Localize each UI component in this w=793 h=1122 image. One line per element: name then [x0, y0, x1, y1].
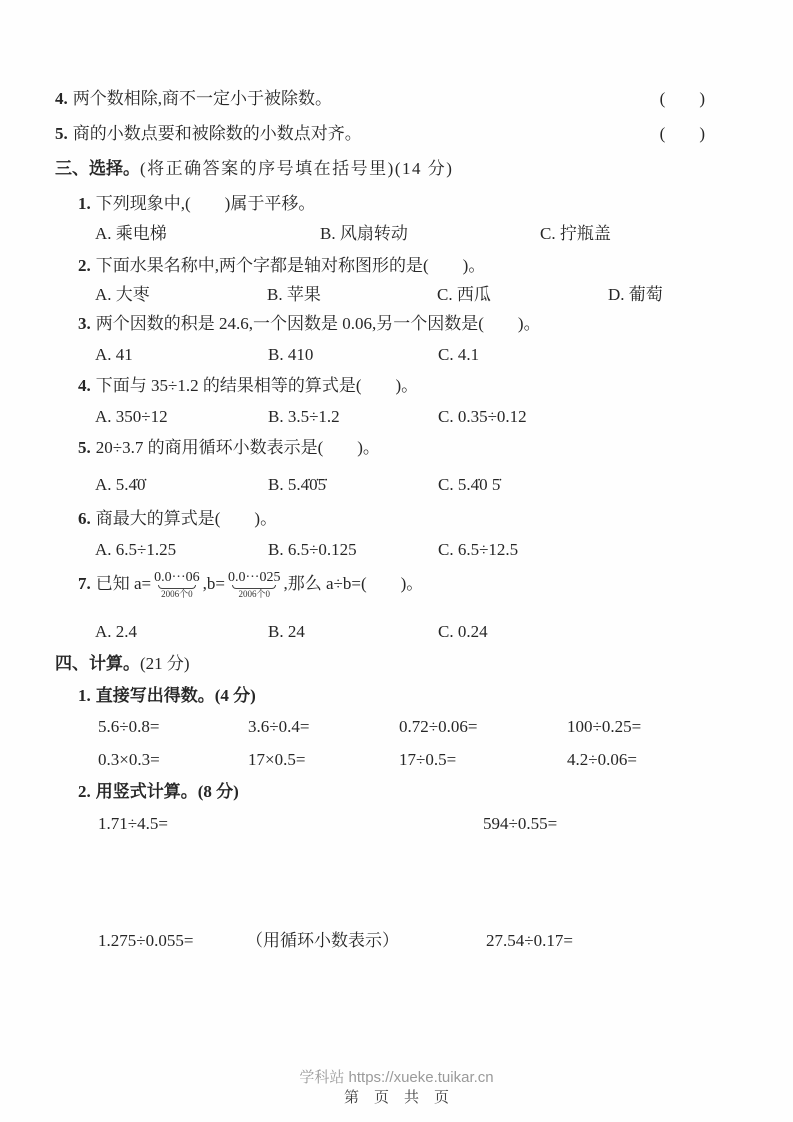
option-c: C. 拧瓶盖: [540, 224, 611, 243]
option-b: B. 24: [268, 622, 305, 641]
option-a: A. 350÷12: [95, 407, 168, 426]
vertical-calc-row-2: [98, 930, 573, 952]
question-number: 1.: [78, 194, 91, 213]
choice-q7-stem: 7. 已知 a= 0.0···06 2006个0 ,b= 0.0···025 2006个0 ,那么 a÷b=( )。: [78, 570, 424, 599]
option-c: C. 0.35÷0.12: [438, 407, 527, 426]
option-a: A. 6.5÷1.25: [95, 540, 177, 559]
choice-q3-options: [95, 344, 479, 366]
option-b: B. 410: [268, 345, 314, 364]
calc-expression: 27.54÷0.17=: [486, 931, 573, 950]
question-number: 2.: [78, 256, 91, 275]
option-c: C. 4.1: [438, 345, 480, 364]
choice-q4-options: [95, 406, 527, 428]
calc-note: （用循环小数表示）: [246, 931, 399, 950]
calc-expression: 17÷0.5=: [399, 750, 457, 769]
judge-item-4: [55, 88, 705, 110]
option-d: D. 葡萄: [608, 285, 663, 304]
calc-expression: 1.71÷4.5=: [98, 814, 168, 833]
choice-q4-stem: 4. 下面与 35÷1.2 的结果相等的算式是( )。: [78, 376, 419, 395]
choice-q6-options: [95, 539, 518, 561]
question-number: 5.: [78, 438, 91, 457]
option-a: A. 41: [95, 345, 133, 364]
calc-expression: 4.2÷0.06=: [567, 750, 637, 769]
calc-expression: 17×0.5=: [248, 750, 306, 769]
item-number: 4.: [55, 89, 68, 108]
item-number: 5.: [55, 124, 68, 143]
item-number: 2.: [78, 782, 91, 801]
answer-parentheses: ( ): [659, 89, 705, 108]
option-b: B. 5.4̇0̇5̇: [268, 475, 327, 494]
option-a: A. 大枣: [95, 285, 150, 304]
calc-expression: 594÷0.55=: [483, 814, 558, 833]
calc-expression: 0.3×0.3=: [98, 750, 160, 769]
judge-item-5: [55, 123, 705, 145]
footer-watermark: 学科站 https://xueke.tuikar.cn: [299, 1069, 494, 1086]
underbrace-number-a: 0.0···06 2006个0: [154, 570, 200, 599]
choice-q1-stem: 1. 下列现象中,( )属于平移。: [78, 194, 316, 213]
option-c: C. 0.24: [438, 622, 488, 641]
choice-q5-options: [95, 474, 500, 496]
answer-parentheses: ( ): [659, 124, 705, 143]
option-a: A. 乘电梯: [95, 224, 167, 243]
calc-expression: 100÷0.25=: [567, 717, 642, 736]
question-number: 4.: [78, 376, 91, 395]
option-c: C. 西瓜: [437, 285, 491, 304]
judge-item-text: 5. 商的小数点要和被除数的小数点对齐。: [55, 124, 362, 143]
option-b: B. 3.5÷1.2: [268, 407, 340, 426]
footer-page-indicator: 第 页 共 页: [343, 1090, 449, 1106]
mental-calc-row-2: [98, 749, 637, 771]
calc-expression: 1.275÷0.055=: [98, 931, 194, 950]
option-c: C. 5.4̇0 5̇: [438, 475, 501, 494]
option-a: A. 2.4: [95, 622, 138, 641]
mental-calc-row-1: [98, 716, 641, 738]
option-b: B. 6.5÷0.125: [268, 540, 357, 559]
question-number: 3.: [78, 314, 91, 333]
calc-expression: 3.6÷0.4=: [248, 717, 310, 736]
choice-q2-options: [95, 284, 663, 306]
judge-item-text: 4. 两个数相除,商不一定小于被除数。: [55, 89, 332, 108]
calc-expression: 5.6÷0.8=: [98, 717, 160, 736]
question-number: 7.: [78, 573, 91, 593]
calc-expression: 0.72÷0.06=: [399, 717, 478, 736]
section-calc-title: 四、计算。(21 分): [55, 654, 190, 673]
underbrace-number-b: 0.0···025 2006个0: [227, 570, 281, 599]
section-choice-title: 三、选择。(将正确答案的序号填在括号里)(14 分): [55, 159, 454, 178]
item-number: 1.: [78, 686, 91, 705]
option-c: C. 6.5÷12.5: [438, 540, 519, 559]
vertical-calc-row-1: [98, 813, 557, 835]
calc-sub1-title: 1. 直接写出得数。(4 分): [78, 686, 256, 705]
choice-q6-stem: 6. 商最大的算式是( )。: [78, 509, 278, 528]
question-number: 6.: [78, 509, 91, 528]
option-b: B. 苹果: [267, 285, 321, 304]
calc-sub2-title: 2. 用竖式计算。(8 分): [78, 782, 239, 801]
choice-q3-stem: 3. 两个因数的积是 24.6,一个因数是 0.06,另一个因数是( )。: [78, 314, 541, 333]
option-b: B. 风扇转动: [320, 224, 408, 243]
option-a: A. 5.4̇0̇: [95, 475, 146, 494]
choice-q7-options: [95, 621, 488, 643]
choice-q2-stem: 2. 下面水果名称中,两个字都是轴对称图形的是( )。: [78, 256, 486, 275]
choice-q1-options: [95, 223, 611, 245]
choice-q5-stem: 5. 20÷3.7 的商用循环小数表示是( )。: [78, 438, 380, 457]
